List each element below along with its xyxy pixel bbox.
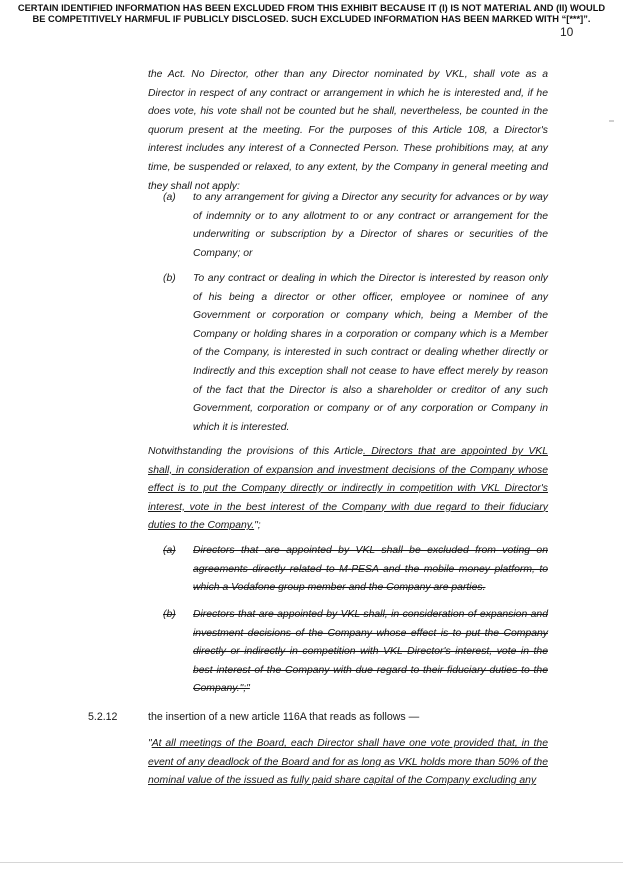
header-line-1: CERTAIN IDENTIFIED INFORMATION HAS BEEN EXCLUDED FROM THIS EXHIBIT BECAUSE IT (I) IS NOT MATERIAL AND (II) WOULD bbox=[17, 3, 606, 13]
struck-item-b-label: (b) bbox=[163, 609, 176, 620]
notwithstanding-paragraph bbox=[148, 443, 548, 536]
quote-open: " bbox=[148, 738, 152, 749]
item-a-label: (a) bbox=[163, 192, 176, 203]
item-a-text: to any arrangement for giving a Director any security for advances or by way of indemnity or to any allotment to or any contract or arrangement for the underwriting or subscription by a Director of shares or securities of the Company; or bbox=[193, 192, 548, 259]
article-116a-paragraph bbox=[148, 735, 548, 791]
section-number: 5.2.12 bbox=[88, 711, 118, 723]
page-number: 10 bbox=[560, 25, 574, 39]
notwithstanding-inserted: . Directors that are appointed by VKL shall, in consideration of expansion and investment decisions of the Company whose effect is to put the Company directly or indirectly in competition with VKL Director's interest, vote in the best interest of the Company with due regard to their fiduciary duties to the Company. bbox=[148, 446, 548, 532]
item-b-text: To any contract or dealing in which the Director is interested by reason only of his being a director or other officer, employee or nominee of any Government or corporation or company which, being a Member of the Company or holding shares in a corporation or company which is a Member of the Company, is interested in such contract or dealing whether directly or Indirectly and this exception shall not cease to have effect merely by reason of the fact that the Director is also a shareholder or creditor of any such Government, corporation or company or of any corporation or Company in which it is interested. bbox=[193, 273, 548, 433]
article-116a-inserted: At all meetings of the Board, each Director shall have one vote provided that, in the event of any deadlock of the Board and for as long as VKL holds more than 50% of the nominal value of the issued as fully paid share capital of the Company excluding any bbox=[148, 738, 548, 787]
margin-mark bbox=[609, 120, 614, 122]
section-text: the insertion of a new article 116A that reads as follows — bbox=[148, 711, 420, 723]
struck-item-a-label: (a) bbox=[163, 545, 176, 556]
notwithstanding-closing: "; bbox=[254, 520, 261, 532]
header-line-2: BE COMPETITIVELY HARMFUL IF PUBLICLY DISCLOSED. SUCH EXCLUDED INFORMATION HAS BEEN MARKED WITH “[***]”. bbox=[32, 14, 591, 24]
item-b-label: (b) bbox=[163, 273, 176, 284]
confidentiality-header bbox=[0, 3, 623, 25]
intro-paragraph: the Act. No Director, other than any Director nominated by VKL, shall vote as a Director in respect of any contract or arrangement in which he is interested and, if he does vote, his vote shall not be counted but he shall, nevertheless, be counted in the quorum present at the meeting. For the purposes of this Article 108, a Director's interest includes any interest of a Connected Person. These prohibitions may, at any time, be suspended or relaxed, to any extent, by the Company in general meeting and they shall not apply: bbox=[148, 69, 548, 192]
struck-item-a-text: Directors that are appointed by VKL shall be excluded from voting on agreements directly related to M-PESA and the mobile money platform, to which a Vodafone group member and the Company are parties. bbox=[193, 545, 548, 594]
page-edge-rule bbox=[0, 862, 623, 863]
struck-item-b-text: Directors that are appointed by VKL shall, in consideration of expansion and investment decisions of the Company whose effect is to put the Company directly or indirectly in competition with VKL Director's interest, vote in the best interest of the Company with due regard to their fiduciary duties to the Company.";" bbox=[193, 609, 548, 695]
notwithstanding-plain: Notwithstanding the provisions of this Article bbox=[148, 446, 364, 457]
